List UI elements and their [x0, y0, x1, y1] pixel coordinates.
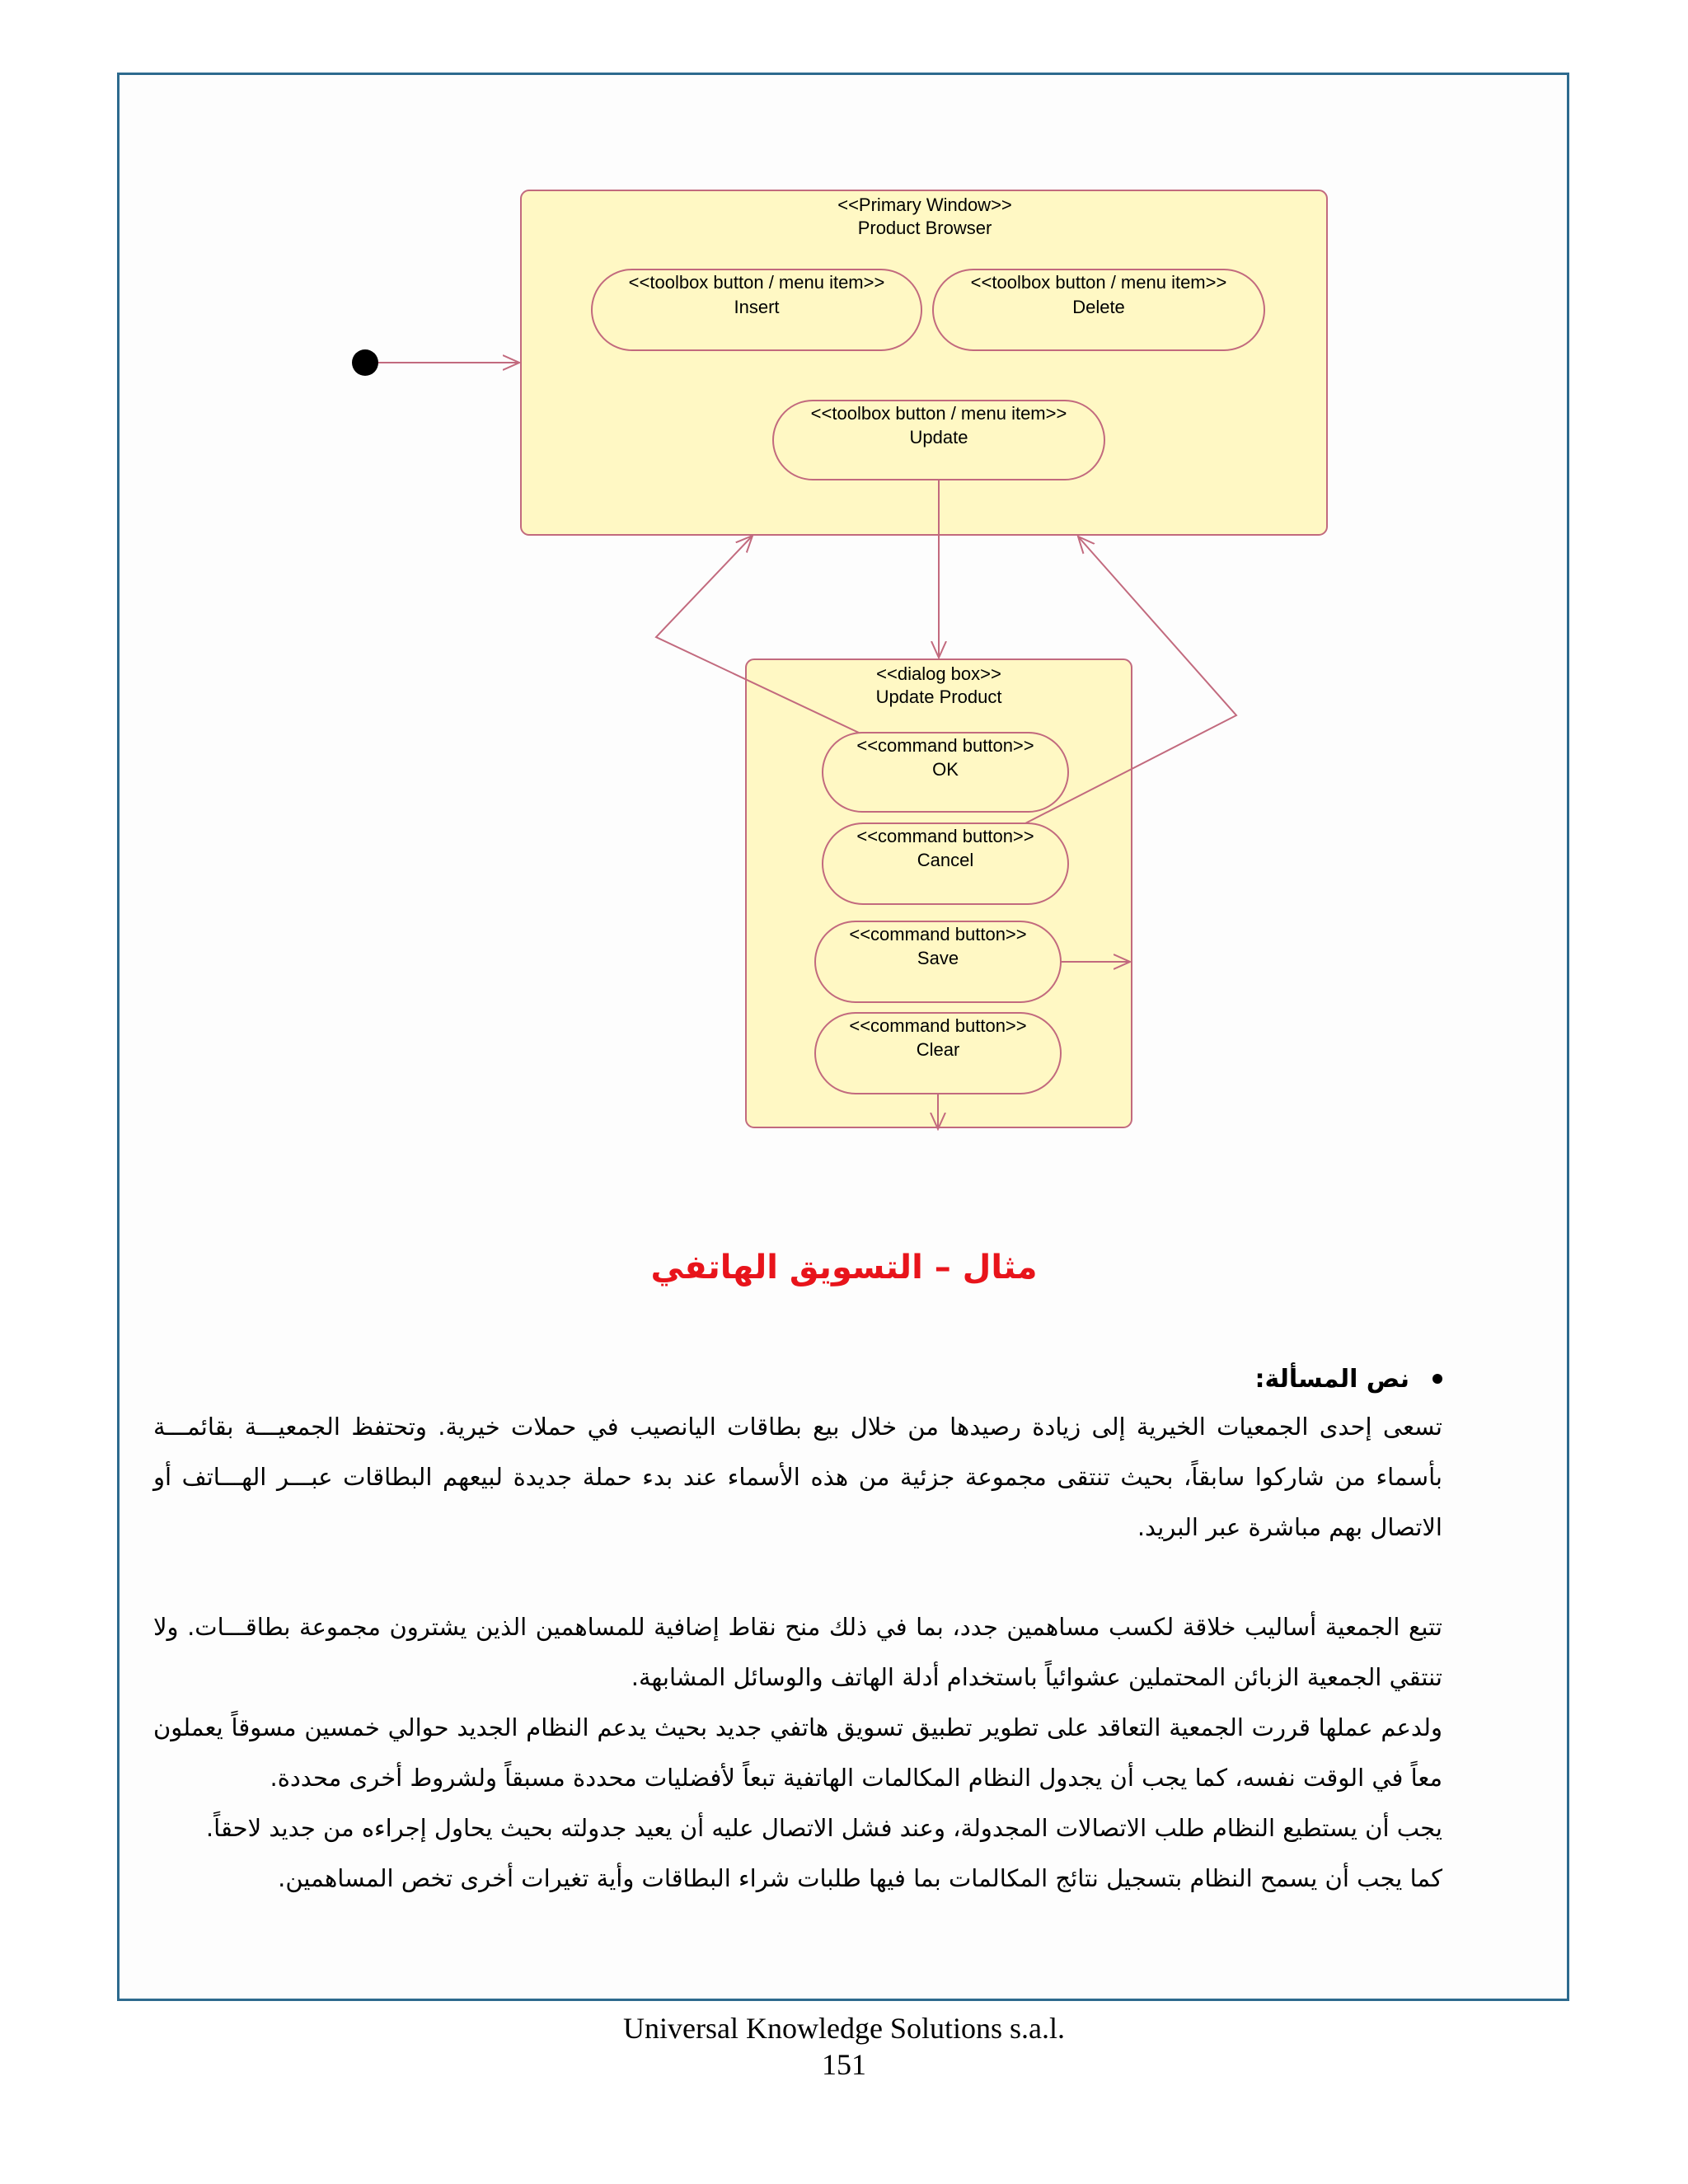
problem-statement — [153, 1356, 1442, 1904]
ok-name: OK — [932, 759, 959, 780]
save-stereotype: <<command button>> — [849, 924, 1027, 944]
footer-company: Universal Knowledge Solutions s.a.l. — [623, 2012, 1065, 2045]
problem-paragraph: تسعى إحدى الجمعيات الخيرية إلى زيادة رصيدها من خلال بيع بطاقات اليانصيب في حملات خيرية. وتحتفظ الجمعيـــة بقائمـــة بأسماء من شاركوا سابقاً، بحيث تنتقى مجموعة جزئية من هذه الأسماء عند بدء حملة جديدة لبيعهم البطاقات عبـــر الهـــاتف أو الاتصال بهم مباشرة عبر البريد. — [153, 1413, 1442, 1541]
problem-paragraph: ولدعم عملها قررت الجمعية التعاقد على تطوير تطبيق تسويق هاتفي جديد بحيث يدعم النظام الجديد حوالي خمسين مسوقاً يعملون معاً في الوقت نفسه، كما يجب أن يجدول النظام المكالمات الهاتفية تبعاً لأفضليات محددة مسبقاً ولشروط أخرى محددة. — [153, 1713, 1442, 1792]
delete-stereotype: <<toolbox button / menu item>> — [970, 272, 1227, 293]
cancel-name: Cancel — [917, 850, 974, 870]
update-name: Update — [909, 427, 968, 448]
clear-name: Clear — [916, 1039, 960, 1060]
problem-paragraph: كما يجب أن يسمح النظام بتسجيل نتائج المكالمات بما فيها طلبات شراء البطاقات وأية تغيرات أخرى تخص المساهمين. — [278, 1864, 1442, 1892]
cancel-stereotype: <<command button>> — [856, 826, 1034, 846]
bullet-icon — [1432, 1374, 1442, 1384]
problem-label-line — [153, 1356, 1442, 1402]
insert-name: Insert — [734, 297, 780, 317]
primary-window-name: Product Browser — [857, 218, 992, 238]
problem-paragraph: يجب أن يستطيع النظام طلب الاتصالات المجدولة، وعند فشل الاتصال عليه أن يعيد جدولته بحيث يحاول إجراءه من جديد لاحقاً. — [205, 1814, 1442, 1842]
insert-stereotype: <<toolbox button / menu item>> — [628, 272, 885, 293]
dialog-name: Update Product — [875, 687, 1002, 707]
section-heading: مثال – التسويق الهاتفي — [650, 1249, 1038, 1286]
primary-window-box — [521, 190, 1327, 535]
primary-window-stereotype: <<Primary Window>> — [837, 194, 1012, 215]
dialog-stereotype: <<dialog box>> — [876, 663, 1001, 684]
clear-stereotype: <<command button>> — [849, 1015, 1027, 1036]
footer-page-number: 151 — [822, 2048, 866, 2081]
paragraph-gap — [153, 1553, 1442, 1602]
delete-name: Delete — [1072, 297, 1125, 317]
problem-label: نص المسألة: — [1254, 1364, 1409, 1394]
update-stereotype: <<toolbox button / menu item>> — [810, 403, 1067, 424]
initial-state — [352, 349, 378, 376]
ok-stereotype: <<command button>> — [856, 735, 1034, 756]
save-name: Save — [917, 948, 959, 968]
problem-paragraph: تتبع الجمعية أساليب خلاقة لكسب مساهمين جدد، بما في ذلك منح نقاط إضافية للمساهمين الذين يشترون مجموعة بطاقـــات. ولا تنتقي الجمعية الزبائن المحتملين عشوائياً باستخدام أدلة الهاتف والوسائل المشابهة. — [153, 1613, 1442, 1691]
